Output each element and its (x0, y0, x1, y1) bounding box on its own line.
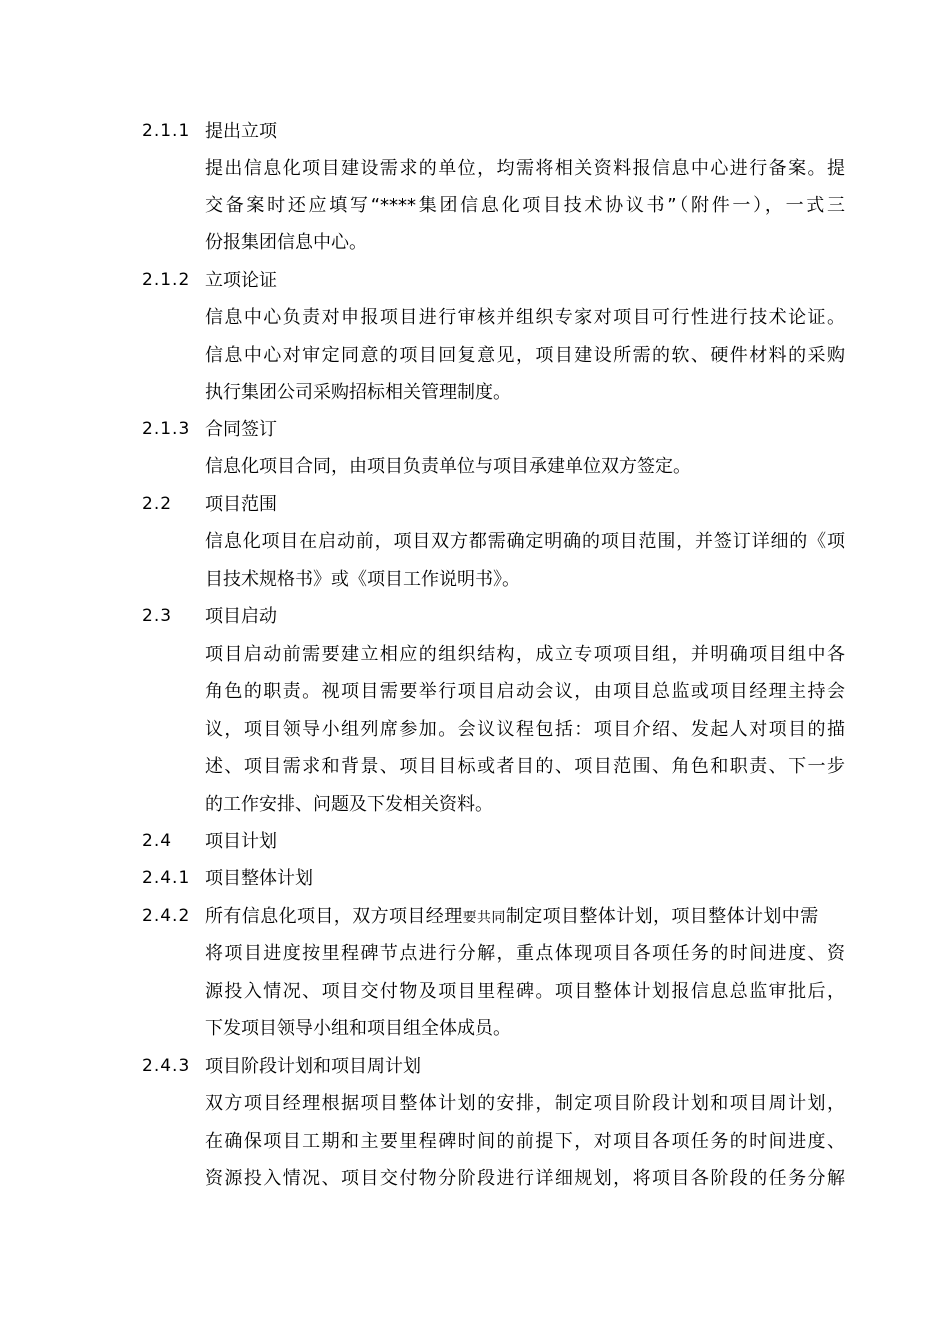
paragraph-text: 交备案时还应填写“****集团信息化项目技术协议书”（附件一），一式三 (205, 195, 845, 216)
paragraph-text: 信息中心负责对申报项目进行审核并组织专家对项目可行性进行技术论证。 (205, 307, 845, 328)
section-number: 2.4.1 (142, 868, 191, 888)
paragraph-text: 双方项目经理根据项目整体计划的安排，制定项目阶段计划和项目周计划， (205, 1093, 845, 1114)
paragraph-text: 源投入情况、项目交付物及项目里程碑。项目整体计划报信息总监审批后， (205, 981, 845, 1002)
paragraph-text: 信息化项目合同，由项目负责单位与项目承建单位双方签定。 (205, 456, 691, 477)
section-number: 2.1.1 (142, 121, 191, 141)
section-number: 2.2 (142, 494, 173, 514)
paragraph-text: 将项目进度按里程碑节点进行分解，重点体现项目各项任务的时间进度、资 (205, 943, 845, 964)
section-number: 2.1.3 (142, 419, 191, 439)
text-run-small: 要共同 (462, 910, 506, 926)
section-title: 项目计划 (205, 831, 277, 852)
paragraph-text: 项目启动前需要建立相应的组织结构，成立专项项目组，并明确项目组中各 (205, 644, 845, 665)
paragraph-text: 资源投入情况、项目交付物分阶段进行详细规划，将项目各阶段的任务分解 (205, 1168, 845, 1189)
paragraph-text: 目技术规格书》或《项目工作说明书》。 (205, 569, 520, 590)
paragraph-text: 信息化项目在启动前，项目双方都需确定明确的项目范围，并签订详细的《项 (205, 531, 845, 552)
paragraph-text: 角色的职责。视项目需要举行项目启动会议，由项目总监或项目经理主持会 (205, 681, 845, 702)
section-title: 项目阶段计划和项目周计划 (205, 1056, 421, 1077)
section-number: 2.4.2 (142, 906, 191, 926)
section-title: 项目启动 (205, 606, 277, 627)
section-title: 合同签订 (205, 419, 277, 440)
paragraph-text: 信息中心对审定同意的项目回复意见，项目建设所需的软、硬件材料的采购 (205, 345, 845, 366)
section-title: 项目整体计划 (205, 868, 313, 889)
section-title: 项目范围 (205, 494, 277, 515)
paragraph-text: 下发项目领导小组和项目组全体成员。 (205, 1018, 511, 1039)
paragraph-text: 执行集团公司采购招标相关管理制度。 (205, 382, 511, 403)
paragraph-text (205, 898, 845, 937)
section-title: 立项论证 (205, 270, 277, 291)
text-run: 制定项目整体计划，项目整体计划中需 (505, 906, 819, 927)
section-number: 2.4 (142, 831, 173, 851)
paragraph-text: 的工作安排、问题及下发相关资料。 (205, 794, 493, 815)
section-title: 提出立项 (205, 121, 277, 142)
text-run: 所有信息化项目，双方项目经理 (205, 906, 463, 927)
paragraph-text: 议，项目领导小组列席参加。会议议程包括：项目介绍、发起人对项目的描 (205, 719, 845, 740)
paragraph-text: 份报集团信息中心。 (205, 232, 367, 253)
paragraph-text: 述、项目需求和背景、项目目标或者目的、项目范围、角色和职责、下一步 (205, 756, 845, 777)
paragraph-text: 提出信息化项目建设需求的单位，均需将相关资料报信息中心进行备案。提 (205, 158, 845, 179)
section-number: 2.1.2 (142, 270, 191, 290)
section-number: 2.4.3 (142, 1056, 191, 1076)
section-number: 2.3 (142, 606, 173, 626)
paragraph-text: 在确保项目工期和主要里程碑时间的前提下，对项目各项任务的时间进度、 (205, 1131, 845, 1152)
